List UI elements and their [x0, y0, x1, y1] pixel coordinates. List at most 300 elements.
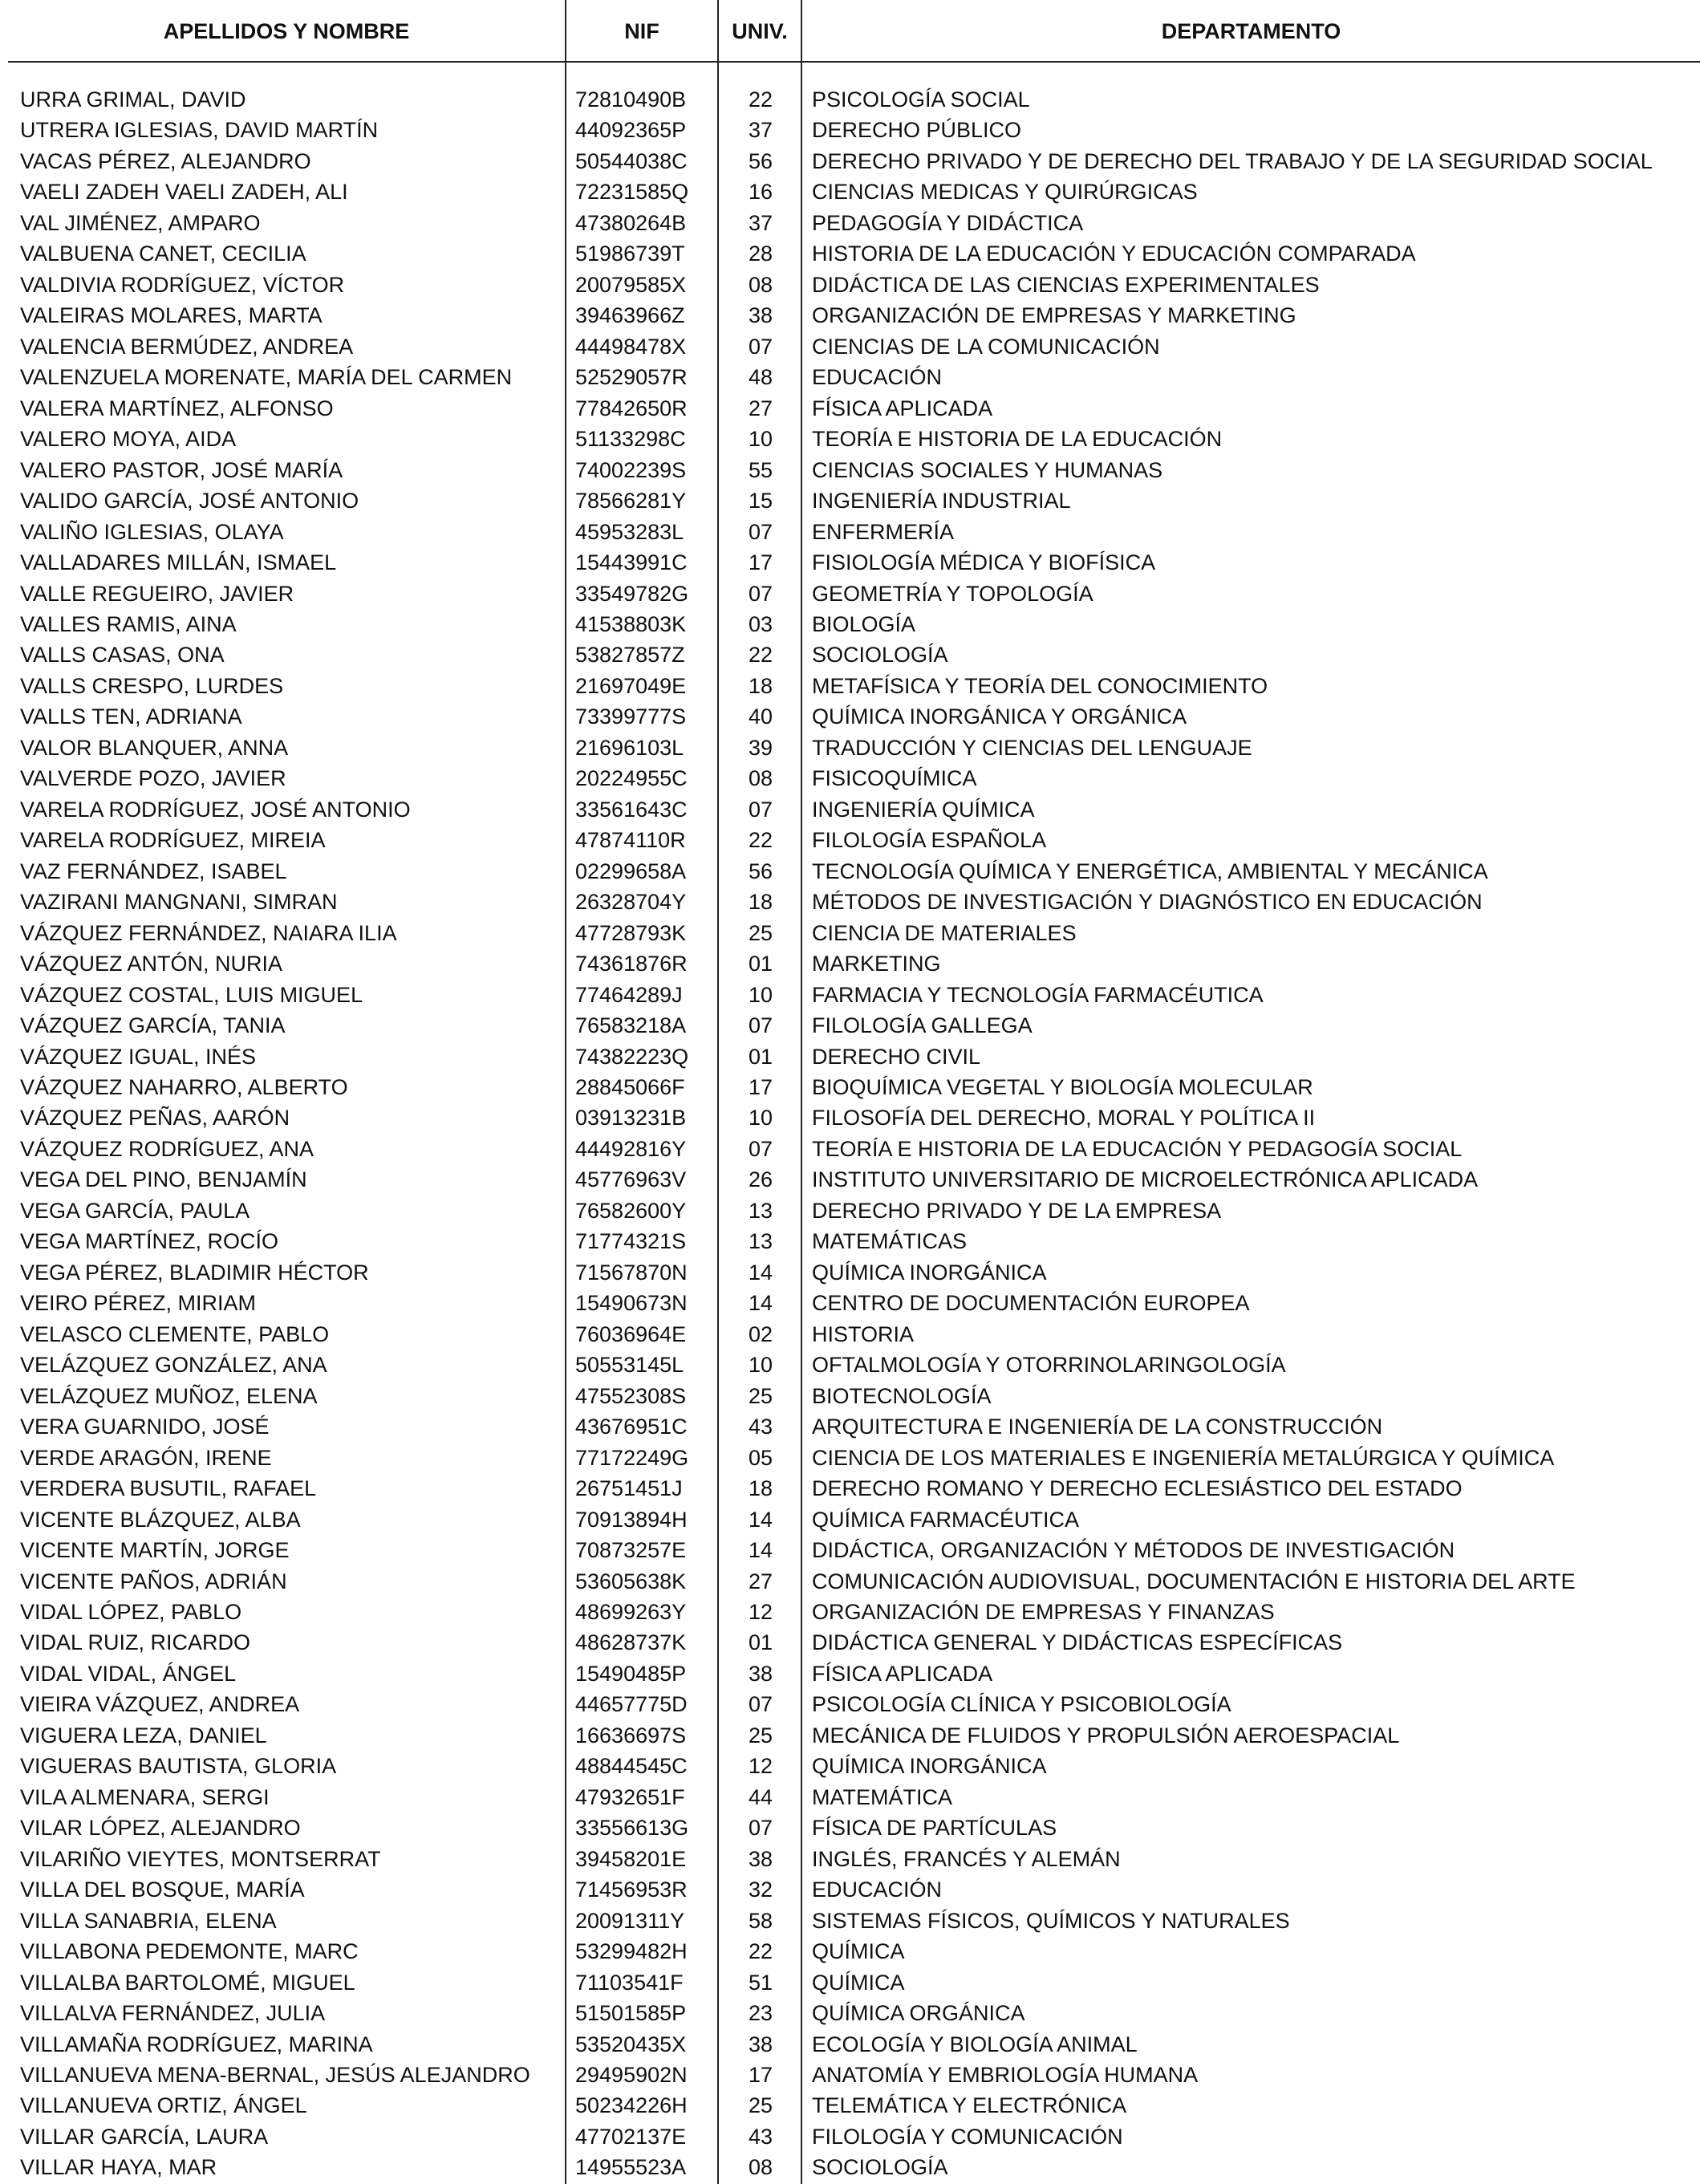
cell-nif: 53827857Z: [575, 643, 685, 668]
cell-univ: 25: [748, 1383, 773, 1408]
cell-name: VALERA MARTÍNEZ, ALFONSO: [20, 396, 334, 420]
cell-dept: MATEMÁTICA: [812, 1784, 952, 1809]
cell-name: VÁZQUEZ FERNÁNDEZ, NAIARA ILIA: [20, 920, 397, 945]
header-dept: DEPARTAMENTO: [1161, 19, 1341, 43]
cell-name: VILLABONA PEDEMONTE, MARC: [20, 1939, 359, 1964]
cell-univ: 07: [748, 1816, 773, 1841]
cell-univ: 37: [748, 210, 773, 235]
cell-name: VALIDO GARCÍA, JOSÉ ANTONIO: [20, 489, 359, 514]
cell-dept: DIDÁCTICA GENERAL Y DIDÁCTICAS ESPECÍFICAS: [812, 1630, 1343, 1655]
table-row: [0, 1072, 1700, 1102]
cell-nif: 74361876R: [575, 952, 688, 976]
table-row: [0, 1041, 1700, 1072]
table-row: [0, 1535, 1700, 1565]
cell-nif: 72231585Q: [575, 180, 689, 205]
cell-nif: 48628737K: [575, 1630, 687, 1655]
table-row: [0, 1967, 1700, 1998]
cell-dept: CENTRO DE DOCUMENTACIÓN EUROPEA: [812, 1291, 1250, 1316]
table-row: [0, 146, 1700, 177]
cell-univ: 27: [748, 396, 773, 420]
cell-dept: DERECHO PÚBLICO: [812, 118, 1022, 143]
table-row: [0, 1936, 1700, 1967]
cell-dept: ORGANIZACIÓN DE EMPRESAS Y FINANZAS: [812, 1599, 1275, 1624]
cell-name: VERA GUARNIDO, JOSÉ: [20, 1415, 270, 1439]
cell-dept: METAFÍSICA Y TEORÍA DEL CONOCIMIENTO: [812, 673, 1268, 698]
cell-univ: 17: [748, 550, 773, 575]
cell-nif: 33556613G: [575, 1816, 689, 1841]
table-row: [0, 1658, 1700, 1689]
cell-nif: 50544038C: [575, 148, 688, 173]
table-row: [0, 1844, 1700, 1874]
cell-nif: 47728793K: [575, 920, 687, 945]
cell-name: VALERO MOYA, AIDA: [20, 427, 237, 452]
cell-univ: 23: [748, 2001, 773, 2026]
table-row: [0, 2060, 1700, 2090]
cell-name: VILLANUEVA ORTIZ, ÁNGEL: [20, 2093, 307, 2118]
table-row: [0, 856, 1700, 887]
cell-univ: 10: [748, 427, 773, 452]
cell-univ: 25: [748, 920, 773, 945]
cell-dept: QUÍMICA ORGÁNICA: [812, 2001, 1025, 2026]
cell-univ: 13: [748, 1229, 773, 1254]
cell-name: VILARIÑO VIEYTES, MONTSERRAT: [20, 1846, 381, 1871]
cell-dept: FÍSICA APLICADA: [812, 1661, 993, 1686]
cell-name: VELÁZQUEZ MUÑOZ, ELENA: [20, 1383, 318, 1408]
cell-dept: OFTALMOLOGÍA Y OTORRINOLARINGOLOGÍA: [812, 1353, 1286, 1378]
table-row: [0, 1720, 1700, 1751]
cell-univ: 07: [748, 1136, 773, 1161]
cell-nif: 14955523A: [575, 2155, 687, 2180]
cell-dept: ENFERMERÍA: [812, 519, 955, 544]
cell-univ: 08: [748, 2155, 773, 2180]
cell-univ: 01: [748, 1630, 773, 1655]
cell-univ: 56: [748, 859, 773, 883]
table-row: [0, 1196, 1700, 1226]
cell-name: VIEIRA VÁZQUEZ, ANDREA: [20, 1692, 300, 1717]
table-row: [0, 1998, 1700, 2028]
header-name: APELLIDOS Y NOMBRE: [163, 19, 410, 43]
cell-nif: 03913231B: [575, 1106, 687, 1131]
cell-name: VILLAMAÑA RODRÍGUEZ, MARINA: [20, 2032, 373, 2056]
cell-dept: FISIOLOGÍA MÉDICA Y BIOFÍSICA: [812, 550, 1156, 575]
cell-nif: 02299658A: [575, 859, 687, 883]
cell-name: VAZ FERNÁNDEZ, ISABEL: [20, 859, 287, 883]
cell-univ: 17: [748, 2063, 773, 2087]
cell-nif: 72810490B: [575, 87, 687, 112]
table-row: [0, 671, 1700, 701]
cell-dept: FILOSOFÍA DEL DERECHO, MORAL Y POLÍTICA II: [812, 1106, 1316, 1131]
table-row: [0, 763, 1700, 794]
cell-name: VEGA MARTÍNEZ, ROCÍO: [20, 1229, 279, 1254]
cell-nif: 74382223Q: [575, 1044, 689, 1069]
cell-dept: QUÍMICA INORGÁNICA: [812, 1754, 1047, 1779]
cell-univ: 39: [748, 735, 773, 760]
cell-nif: 71774321S: [575, 1229, 687, 1254]
cell-name: VELÁZQUEZ GONZÁLEZ, ANA: [20, 1353, 327, 1378]
table-row: [0, 1226, 1700, 1256]
cell-nif: 50234226H: [575, 2093, 688, 2118]
cell-dept: DERECHO PRIVADO Y DE LA EMPRESA: [812, 1198, 1222, 1223]
cell-name: VELASCO CLEMENTE, PABLO: [20, 1321, 330, 1346]
cell-name: VAL JIMÉNEZ, AMPARO: [20, 210, 261, 235]
cell-name: VERDE ARAGÓN, IRENE: [20, 1445, 272, 1470]
cell-dept: GEOMETRÍA Y TOPOLOGÍA: [812, 581, 1093, 606]
table-row: [0, 485, 1700, 516]
cell-nif: 78566281Y: [575, 489, 687, 514]
cell-univ: 38: [748, 2032, 773, 2056]
cell-nif: 16636697S: [575, 1723, 687, 1748]
table-row: [0, 825, 1700, 855]
cell-nif: 52529057R: [575, 365, 688, 390]
cell-dept: DERECHO PRIVADO Y DE DERECHO DEL TRABAJO Y DE LA SEGURIDAD SOCIAL: [812, 148, 1653, 173]
header-nif: NIF: [624, 19, 659, 43]
cell-univ: 38: [748, 1846, 773, 1871]
table-row: [0, 1319, 1700, 1350]
cell-univ: 18: [748, 890, 773, 915]
cell-univ: 10: [748, 982, 773, 1007]
cell-name: VALENCIA BERMÚDEZ, ANDREA: [20, 334, 354, 359]
cell-nif: 33549782G: [575, 581, 689, 606]
cell-name: VICENTE PAÑOS, ADRIÁN: [20, 1569, 287, 1593]
cell-nif: 44492816Y: [575, 1136, 687, 1161]
cell-dept: ANATOMÍA Y EMBRIOLOGÍA HUMANA: [812, 2063, 1199, 2087]
cell-name: VICENTE MARTÍN, JORGE: [20, 1538, 290, 1563]
cell-name: VILLA SANABRIA, ELENA: [20, 1908, 277, 1933]
table-row: [0, 84, 1700, 115]
cell-name: VEGA DEL PINO, BENJAMÍN: [20, 1167, 307, 1192]
cell-nif: 45776963V: [575, 1167, 687, 1192]
table-row: [0, 547, 1700, 578]
cell-nif: 51501585P: [575, 2001, 687, 2026]
cell-dept: FILOLOGÍA ESPAÑOLA: [812, 828, 1047, 853]
cell-name: VIDAL LÓPEZ, PABLO: [20, 1599, 242, 1624]
cell-nif: 47874110R: [575, 828, 686, 853]
table-row: [0, 331, 1700, 362]
table-row: [0, 1813, 1700, 1843]
cell-univ: 22: [748, 87, 773, 112]
cell-nif: 44657775D: [575, 1692, 688, 1717]
cell-name: VALLS TEN, ADRIANA: [20, 704, 242, 729]
cell-univ: 10: [748, 1106, 773, 1131]
cell-univ: 12: [748, 1599, 773, 1624]
cell-nif: 39458201E: [575, 1846, 687, 1871]
cell-name: VALIÑO IGLESIAS, OLAYA: [20, 519, 284, 544]
cell-name: VALLS CRESPO, LURDES: [20, 673, 284, 698]
cell-nif: 26751451J: [575, 1476, 683, 1501]
table-row: [0, 2121, 1700, 2152]
cell-nif: 41538803K: [575, 611, 687, 636]
cell-name: VALBUENA CANET, CECILIA: [20, 242, 306, 266]
cell-name: VILLALBA BARTOLOMÉ, MIGUEL: [20, 1970, 355, 1995]
cell-name: VEGA GARCÍA, PAULA: [20, 1198, 250, 1223]
table-row: [0, 1411, 1700, 1442]
cell-univ: 03: [748, 611, 773, 636]
cell-univ: 18: [748, 1476, 773, 1501]
cell-nif: 21697049E: [575, 673, 687, 698]
table-row: [0, 2090, 1700, 2121]
cell-nif: 53605638K: [575, 1569, 687, 1593]
cell-name: VALVERDE POZO, JAVIER: [20, 766, 286, 791]
cell-dept: MÉTODOS DE INVESTIGACIÓN Y DIAGNÓSTICO EN EDUCACIÓN: [812, 890, 1483, 915]
cell-dept: SISTEMAS FÍSICOS, QUÍMICOS Y NATURALES: [812, 1908, 1290, 1933]
cell-name: VALERO PASTOR, JOSÉ MARÍA: [20, 457, 343, 482]
table-row: [0, 1597, 1700, 1627]
cell-dept: PSICOLOGÍA SOCIAL: [812, 87, 1030, 112]
cell-dept: PEDAGOGÍA Y DIDÁCTICA: [812, 210, 1084, 235]
cell-name: VILA ALMENARA, SERGI: [20, 1784, 270, 1809]
table-row: [0, 115, 1700, 145]
cell-dept: MATEMÁTICAS: [812, 1229, 968, 1254]
cell-nif: 53520435X: [575, 2032, 687, 2056]
cell-name: VARELA RODRÍGUEZ, JOSÉ ANTONIO: [20, 797, 411, 822]
cell-univ: 01: [748, 1044, 773, 1069]
cell-univ: 43: [748, 2124, 773, 2149]
cell-univ: 14: [748, 1260, 773, 1285]
cell-nif: 44498478X: [575, 334, 687, 359]
cell-univ: 13: [748, 1198, 773, 1223]
table-row: [0, 918, 1700, 948]
cell-name: VÁZQUEZ RODRÍGUEZ, ANA: [20, 1136, 314, 1161]
cell-dept: TRADUCCIÓN Y CIENCIAS DEL LENGUAJE: [812, 735, 1252, 760]
table-row: [0, 300, 1700, 331]
cell-univ: 07: [748, 1013, 773, 1038]
cell-univ: 07: [748, 581, 773, 606]
cell-name: UTRERA IGLESIAS, DAVID MARTÍN: [20, 118, 379, 143]
cell-nif: 77172249G: [575, 1445, 689, 1470]
cell-name: VILAR LÓPEZ, ALEJANDRO: [20, 1816, 301, 1841]
cell-univ: 51: [748, 1970, 773, 1995]
cell-univ: 05: [748, 1445, 773, 1470]
cell-name: VALLE REGUEIRO, JAVIER: [20, 581, 294, 606]
cell-name: VEIRO PÉREZ, MIRIAM: [20, 1291, 257, 1316]
table-row: [0, 362, 1700, 392]
table-row: [0, 517, 1700, 547]
table-row: [0, 1751, 1700, 1781]
table-row: [0, 177, 1700, 207]
cell-nif: 70913894H: [575, 1507, 688, 1532]
table-row: [0, 455, 1700, 485]
cell-dept: FARMACIA Y TECNOLOGÍA FARMACÉUTICA: [812, 982, 1264, 1007]
cell-dept: INSTITUTO UNIVERSITARIO DE MICROELECTRÓNICA APLICADA: [812, 1167, 1479, 1192]
cell-nif: 51986739T: [575, 242, 685, 266]
cell-dept: QUÍMICA: [812, 1970, 905, 1995]
cell-univ: 07: [748, 1692, 773, 1717]
cell-dept: EDUCACIÓN: [812, 365, 943, 390]
cell-nif: 39463966Z: [575, 303, 685, 328]
cell-dept: FILOLOGÍA GALLEGA: [812, 1013, 1033, 1038]
cell-nif: 45953283L: [575, 519, 684, 544]
cell-univ: 26: [748, 1167, 773, 1192]
cell-univ: 10: [748, 1353, 773, 1378]
cell-name: VAELI ZADEH VAELI ZADEH, ALI: [20, 180, 348, 205]
cell-nif: 71567870N: [575, 1260, 688, 1285]
cell-dept: BIOTECNOLOGÍA: [812, 1383, 992, 1408]
cell-name: VICENTE BLÁZQUEZ, ALBA: [20, 1507, 301, 1532]
table-row: [0, 1627, 1700, 1658]
cell-dept: QUÍMICA INORGÁNICA: [812, 1260, 1047, 1285]
cell-nif: 26328704Y: [575, 890, 687, 915]
cell-dept: ARQUITECTURA E INGENIERÍA DE LA CONSTRUCCIÓN: [812, 1415, 1383, 1439]
cell-dept: MARKETING: [812, 952, 941, 976]
cell-name: VAZIRANI MANGNANI, SIMRAN: [20, 890, 338, 915]
table-row: [0, 1782, 1700, 1813]
cell-dept: CIENCIAS DE LA COMUNICACIÓN: [812, 334, 1160, 359]
cell-dept: TECNOLOGÍA QUÍMICA Y ENERGÉTICA, AMBIENTAL Y MECÁNICA: [812, 859, 1488, 883]
cell-dept: TEORÍA E HISTORIA DE LA EDUCACIÓN Y PEDAGOGÍA SOCIAL: [812, 1136, 1463, 1161]
cell-nif: 47552308S: [575, 1383, 687, 1408]
cell-nif: 48844545C: [575, 1754, 688, 1779]
cell-dept: INGENIERÍA QUÍMICA: [812, 797, 1035, 822]
cell-univ: 08: [748, 766, 773, 791]
cell-univ: 22: [748, 1939, 773, 1964]
cell-univ: 28: [748, 242, 773, 266]
table-row: [0, 1381, 1700, 1411]
cell-dept: HISTORIA DE LA EDUCACIÓN Y EDUCACIÓN COMPARADA: [812, 242, 1416, 266]
cell-univ: 01: [748, 952, 773, 976]
cell-dept: CIENCIA DE LOS MATERIALES E INGENIERÍA METALÚRGICA Y QUÍMICA: [812, 1445, 1555, 1470]
cell-dept: SOCIOLOGÍA: [812, 2155, 948, 2180]
cell-nif: 76582600Y: [575, 1198, 687, 1223]
cell-name: URRA GRIMAL, DAVID: [20, 87, 246, 112]
cell-univ: 16: [748, 180, 773, 205]
cell-univ: 07: [748, 334, 773, 359]
table-row: [0, 1473, 1700, 1504]
cell-nif: 33561643C: [575, 797, 688, 822]
cell-nif: 20224955C: [575, 766, 688, 791]
table-row: [0, 424, 1700, 454]
cell-dept: CIENCIA DE MATERIALES: [812, 920, 1077, 945]
cell-univ: 22: [748, 828, 773, 853]
cell-nif: 76583218A: [575, 1013, 687, 1038]
cell-nif: 77464289J: [575, 982, 683, 1007]
cell-dept: BIOLOGÍA: [812, 611, 916, 636]
cell-name: VALDIVIA RODRÍGUEZ, VÍCTOR: [20, 272, 345, 297]
cell-univ: 40: [748, 704, 773, 729]
cell-univ: 55: [748, 457, 773, 482]
header-univ: UNIV.: [732, 19, 788, 43]
table-row: [0, 1010, 1700, 1041]
cell-nif: 21696103L: [575, 735, 684, 760]
cell-name: VEGA PÉREZ, BLADIMIR HÉCTOR: [20, 1260, 369, 1285]
cell-dept: INGLÉS, FRANCÉS Y ALEMÁN: [812, 1846, 1121, 1871]
table-row: [0, 639, 1700, 670]
cell-name: VACAS PÉREZ, ALEJANDRO: [20, 148, 311, 173]
table-row: [0, 794, 1700, 825]
cell-dept: DIDÁCTICA DE LAS CIENCIAS EXPERIMENTALES: [812, 272, 1320, 297]
cell-dept: DIDÁCTICA, ORGANIZACIÓN Y MÉTODOS DE INVESTIGACIÓN: [812, 1538, 1455, 1563]
table-row: [0, 948, 1700, 979]
cell-dept: FISICOQUÍMICA: [812, 766, 977, 791]
cell-name: VÁZQUEZ NAHARRO, ALBERTO: [20, 1075, 348, 1099]
cell-dept: TELEMÁTICA Y ELECTRÓNICA: [812, 2093, 1127, 2118]
cell-name: VALLADARES MILLÁN, ISMAEL: [20, 550, 337, 575]
table-row: [0, 578, 1700, 609]
table-row: [0, 270, 1700, 300]
cell-dept: TEORÍA E HISTORIA DE LA EDUCACIÓN: [812, 427, 1223, 452]
cell-nif: 47932651F: [575, 1784, 685, 1809]
table-row: [0, 1102, 1700, 1133]
cell-univ: 37: [748, 118, 773, 143]
cell-nif: 77842650R: [575, 396, 688, 420]
cell-nif: 29495902N: [575, 2063, 688, 2087]
cell-nif: 47702137E: [575, 2124, 687, 2149]
table-row: [0, 238, 1700, 269]
cell-univ: 14: [748, 1507, 773, 1532]
cell-dept: DERECHO CIVIL: [812, 1044, 981, 1069]
cell-name: VIGUERA LEZA, DANIEL: [20, 1723, 267, 1748]
cell-name: VALLS CASAS, ONA: [20, 643, 225, 668]
cell-univ: 25: [748, 2093, 773, 2118]
cell-dept: PSICOLOGÍA CLÍNICA Y PSICOBIOLOGÍA: [812, 1692, 1231, 1717]
table-row: [0, 1350, 1700, 1380]
table-row: [0, 1689, 1700, 1719]
cell-nif: 20091311Y: [575, 1908, 685, 1933]
cell-dept: QUÍMICA: [812, 1939, 905, 1964]
cell-dept: MECÁNICA DE FLUIDOS Y PROPULSIÓN AEROESPACIAL: [812, 1723, 1400, 1748]
cell-nif: 50553145L: [575, 1353, 684, 1378]
cell-dept: ECOLOGÍA Y BIOLOGÍA ANIMAL: [812, 2032, 1138, 2056]
cell-name: VILLA DEL BOSQUE, MARÍA: [20, 1878, 305, 1902]
table-row: [0, 1134, 1700, 1164]
table-row: [0, 1504, 1700, 1535]
cell-nif: 70873257E: [575, 1538, 687, 1563]
cell-univ: 38: [748, 1661, 773, 1686]
cell-nif: 74002239S: [575, 457, 687, 482]
cell-univ: 17: [748, 1075, 773, 1099]
cell-univ: 32: [748, 1878, 773, 1902]
table-row: [0, 1443, 1700, 1473]
cell-dept: INGENIERÍA INDUSTRIAL: [812, 489, 1071, 514]
table-row: [0, 1288, 1700, 1318]
cell-name: VALOR BLANQUER, ANNA: [20, 735, 289, 760]
table-body: [0, 84, 1700, 2183]
cell-name: VILLAR GARCÍA, LAURA: [20, 2124, 269, 2149]
cell-nif: 15443991C: [575, 550, 688, 575]
cell-name: VIGUERAS BAUTISTA, GLORIA: [20, 1754, 337, 1779]
table-header: [8, 0, 1700, 63]
cell-name: VILLAR HAYA, MAR: [20, 2155, 217, 2180]
table-row: [0, 208, 1700, 238]
cell-name: VIDAL VIDAL, ÁNGEL: [20, 1661, 237, 1686]
cell-name: VÁZQUEZ COSTAL, LUIS MIGUEL: [20, 982, 363, 1007]
cell-univ: 22: [748, 643, 773, 668]
cell-name: VALENZUELA MORENATE, MARÍA DEL CARMEN: [20, 365, 513, 390]
cell-nif: 15490673N: [575, 1291, 688, 1316]
cell-univ: 12: [748, 1754, 773, 1779]
cell-name: VÁZQUEZ GARCÍA, TANIA: [20, 1013, 286, 1038]
table-row: [0, 1566, 1700, 1597]
cell-name: VÁZQUEZ PEÑAS, AARÓN: [20, 1106, 290, 1131]
cell-univ: 58: [748, 1908, 773, 1933]
cell-dept: FÍSICA DE PARTÍCULAS: [812, 1816, 1057, 1841]
cell-name: VERDERA BUSUTIL, RAFAEL: [20, 1476, 317, 1501]
cell-dept: HISTORIA: [812, 1321, 915, 1346]
cell-dept: SOCIOLOGÍA: [812, 643, 948, 668]
cell-univ: 02: [748, 1321, 773, 1346]
cell-name: VÁZQUEZ ANTÓN, NURIA: [20, 952, 283, 976]
cell-univ: 43: [748, 1415, 773, 1439]
table-row: [0, 1874, 1700, 1905]
cell-name: VALLES RAMIS, AINA: [20, 611, 237, 636]
cell-name: VARELA RODRÍGUEZ, MIREIA: [20, 828, 326, 853]
cell-dept: CIENCIAS SOCIALES Y HUMANAS: [812, 457, 1163, 482]
table-row: [0, 980, 1700, 1010]
cell-univ: 08: [748, 272, 773, 297]
cell-dept: FILOLOGÍA Y COMUNICACIÓN: [812, 2124, 1123, 2149]
cell-dept: COMUNICACIÓN AUDIOVISUAL, DOCUMENTACIÓN E HISTORIA DEL ARTE: [812, 1569, 1576, 1593]
cell-univ: 14: [748, 1291, 773, 1316]
cell-univ: 44: [748, 1784, 773, 1809]
